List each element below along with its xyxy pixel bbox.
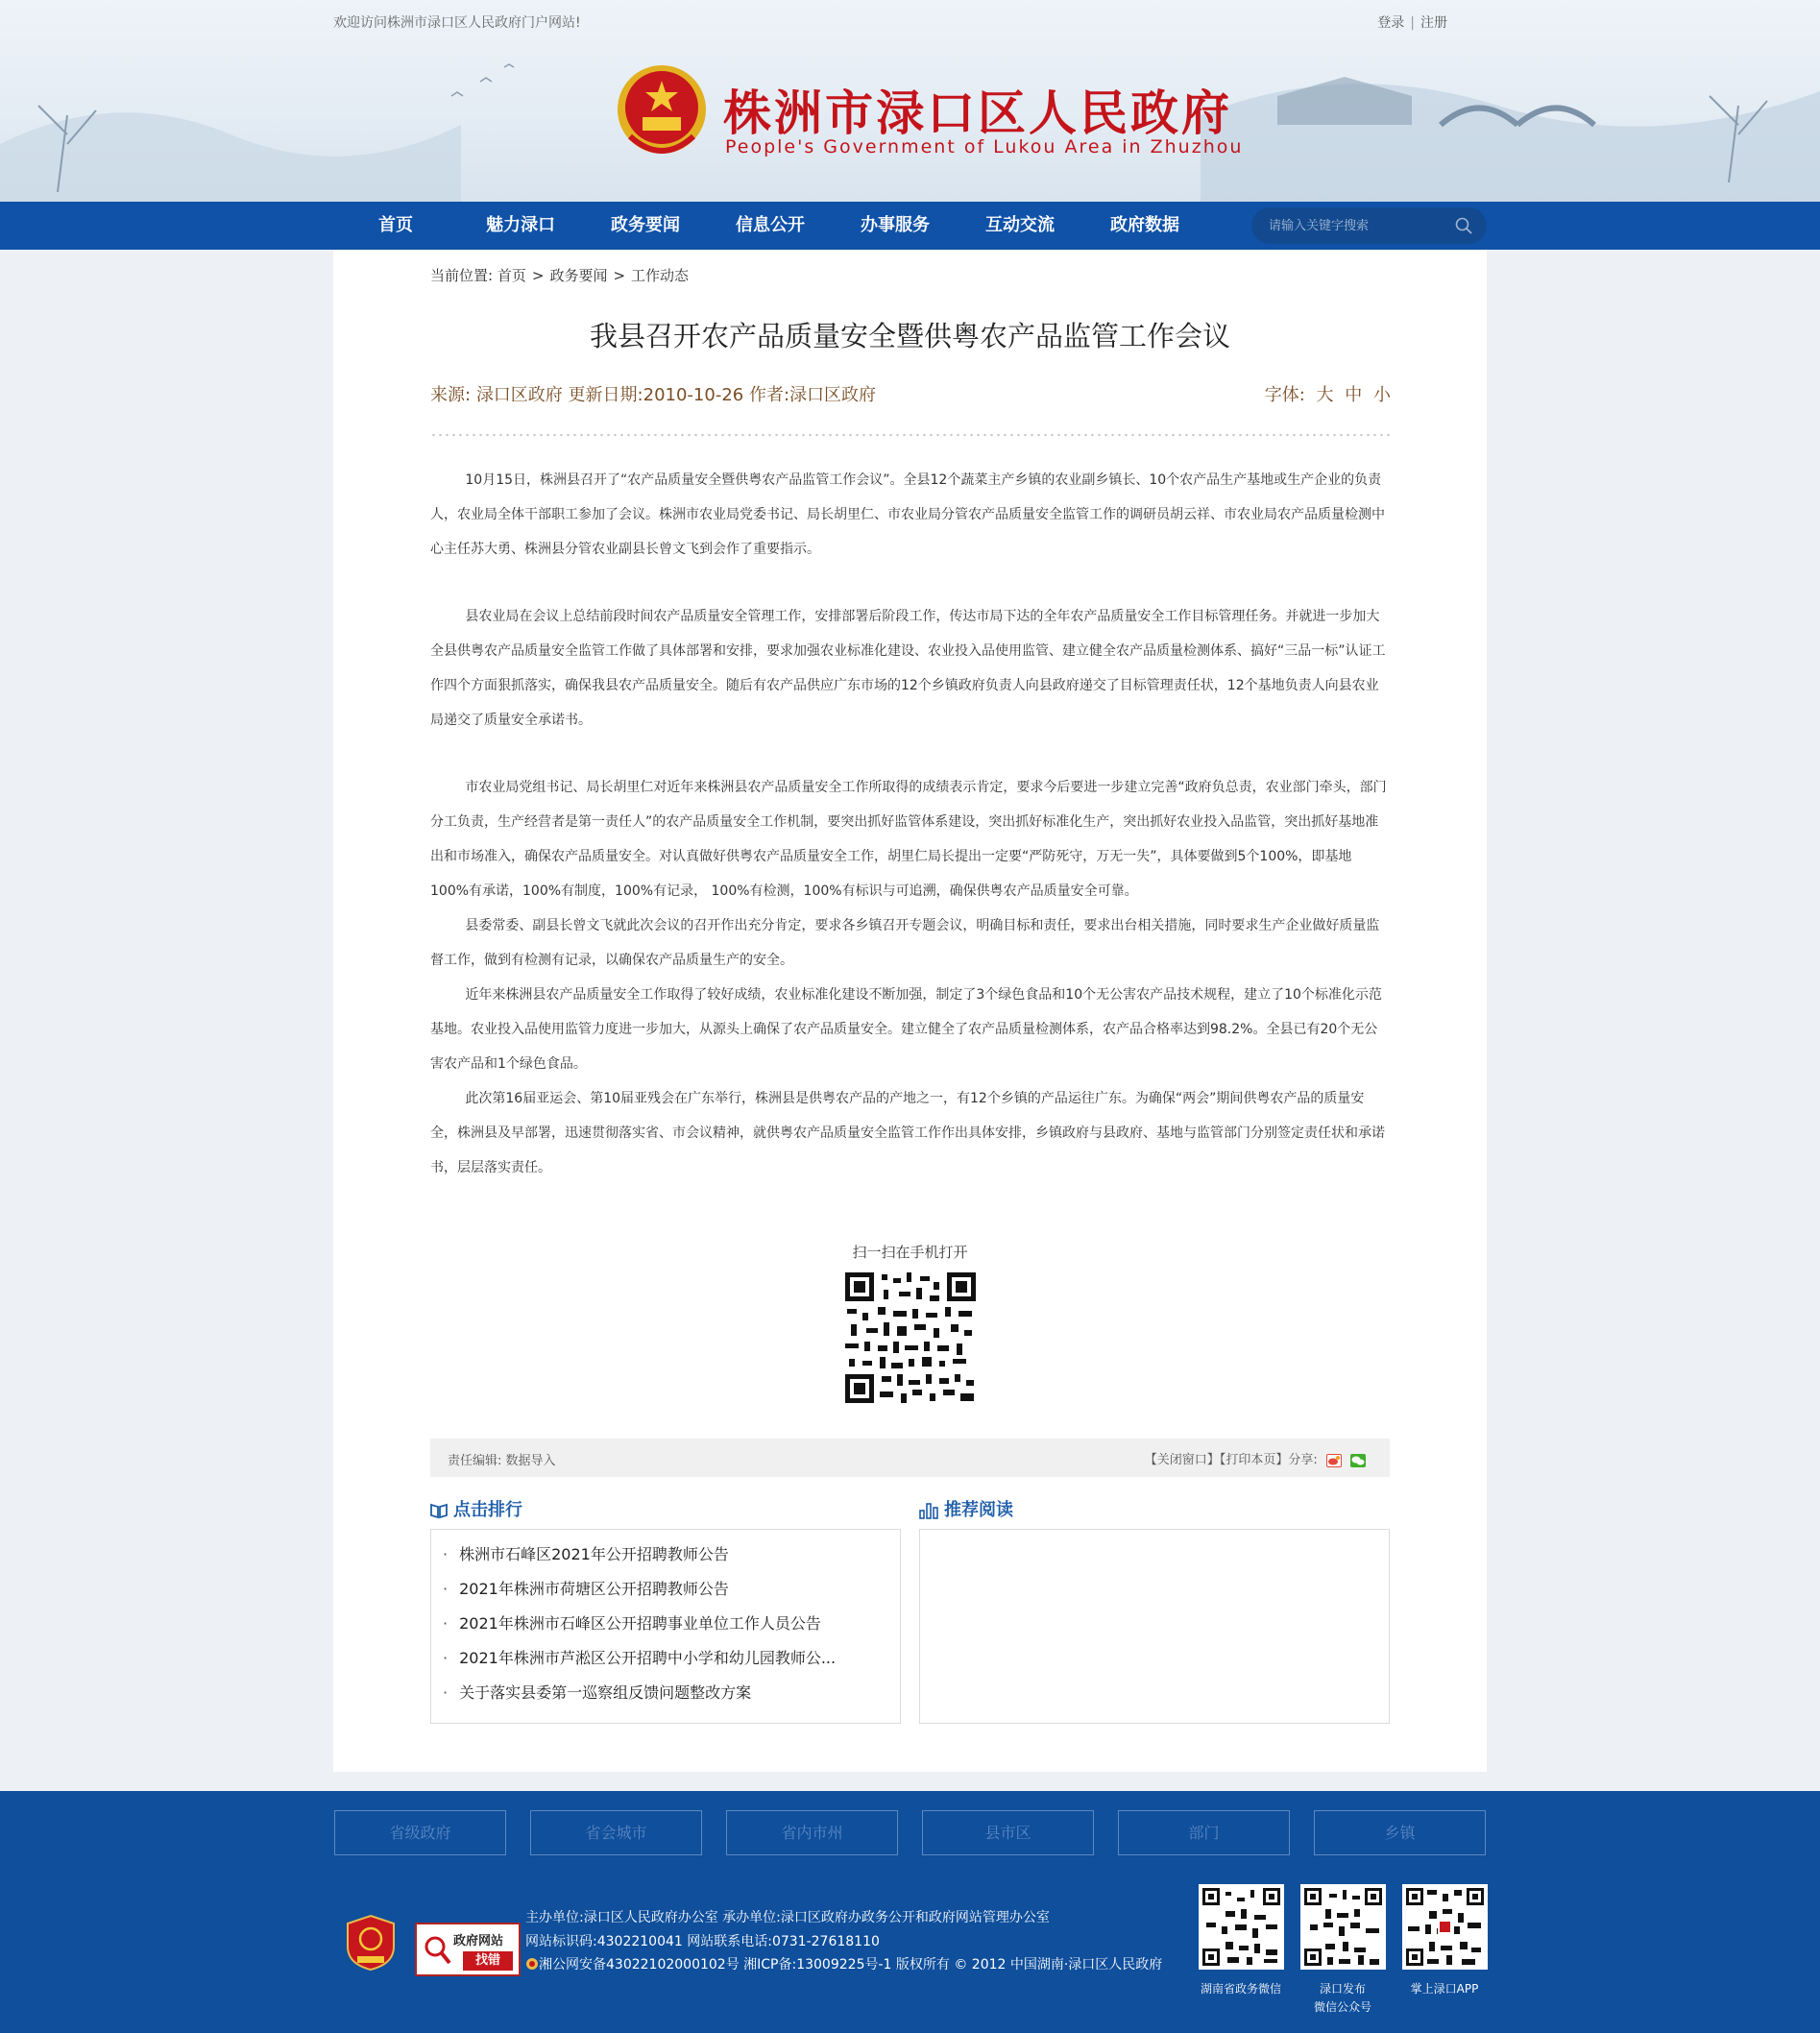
breadcrumb-work-news[interactable]: 工作动态	[631, 267, 690, 284]
rank-list-item[interactable]: · 2021年株洲市荷塘区公开招聘教师公告	[443, 1572, 900, 1607]
footer	[0, 1791, 1820, 2033]
party-gov-badge-icon[interactable]	[346, 1914, 396, 1972]
qr-lukou-app-icon	[1402, 1884, 1488, 1970]
link-provincial-gov[interactable]: 省级政府	[334, 1810, 506, 1855]
rank-list	[431, 1530, 900, 1710]
login-link[interactable]: 登录	[1377, 15, 1405, 31]
share-label: 分享:	[1288, 1453, 1318, 1467]
weibo-share-icon[interactable]	[1326, 1454, 1342, 1467]
book-icon	[430, 1502, 448, 1519]
author-label: 作者:	[748, 385, 790, 405]
source-value: 渌口区政府	[475, 385, 563, 405]
editor-info	[448, 1450, 556, 1468]
rank-list-item[interactable]: · 2021年株洲市石峰区公开招聘事业单位工作人员公告	[443, 1607, 900, 1641]
link-towns[interactable]: 乡镇	[1314, 1810, 1486, 1855]
font-size-switcher	[1265, 381, 1391, 406]
nav-charm-lukou[interactable]: 魅力渌口	[486, 215, 555, 235]
article-paragraph: 10月15日，株洲县召开了“农产品质量安全暨供粤农产品监管工作会议”。全县12个蔬菜主产乡镇的农业副乡镇长、10个农产品生产基地或生产企业的负责人，农业局全体干部职工参加了会议。株洲市农业局党委书记、局长胡里仁、市农业局分管农产品质量安全监管工作的调研员胡云祥、市农业局农产品质量检测中心主任苏大勇、株洲县分管农业副县长曾文飞到会作了重要指示。	[430, 472, 1385, 557]
nav-home[interactable]: 首页	[378, 215, 413, 235]
font-size-label: 字体:	[1264, 385, 1305, 405]
breadcrumb-arrow: >	[613, 267, 626, 284]
font-size-small[interactable]: 小	[1373, 385, 1391, 405]
print-page-button[interactable]: 【打印本页】	[1219, 1453, 1289, 1467]
article-paragraph: 近年来株洲县农产品质量安全工作取得了较好成绩，农业标准化建设不断加强，制定了3个绿色食品和10个无公害农产品技术规程，建立了10个标准化示范基地。农业投入品使用监管力度进一步加大，从源头上确保了农产品质量安全。建立健全了农产品质量检测体系，农产品合格率达到98.2%。全县已有20个无公害农产品和1个绿色食品。	[430, 987, 1382, 1072]
search-box	[1251, 207, 1487, 244]
article-paragraph: 市农业局党组书记、局长胡里仁对近年来株洲县农产品质量安全工作所取得的成绩表示肯定，要求今后要进一步建立完善“政府负总责，农业部门牵头，部门分工负责，生产经营者是第一责任人”的农产品质量安全工作机制，要突出抓好监管体系建设，突出抓好标准化生产，突出抓好农业投入品监管，突出抓好基地准出和市场准入，确保农产品质量安全。对认真做好供粤农产品质量安全工作，胡里仁局长提出一定要“严防死守，万无一失”，具体要做到5个100%，即基地100%有承诺，100%有制度，100%有记录， 100%有检测，100%有标识与可追溯，确保供粤农产品质量安全可靠。	[430, 780, 1387, 899]
breadcrumb-gov-news[interactable]: 政务要闻	[549, 267, 608, 284]
main-nav	[0, 202, 1820, 250]
site-title: 株洲市渌口区人民政府	[723, 85, 1232, 141]
search-input[interactable]	[1269, 215, 1446, 236]
icp-text: 湘公网安备43022102000102号 湘ICP备:13009225号-1 版权所有 © 2012 中国湖南·渌口区人民政府	[539, 1957, 1163, 1972]
article-paragraph: 县委常委、副县长曾文飞就此次会议的召开作出充分肯定，要求各乡镇召开专题会议，明确目标和责任，要求出台相关措施，同时要求生产企业做好质量监督工作，做到有检测有记录，以确保农产品质量生产的安全。	[430, 918, 1380, 968]
breadcrumb-prefix: 当前位置:	[430, 267, 494, 284]
report-error-button[interactable]	[415, 1923, 521, 1976]
editor-bar	[430, 1439, 1390, 1477]
rank-list-item[interactable]: · 2021年株洲市芦淞区公开招聘中小学和幼儿园教师公...	[443, 1641, 900, 1676]
editor-label: 责任编辑:	[448, 1454, 502, 1468]
qr-lukou-release-icon	[1300, 1884, 1386, 1970]
link-provincial-capitals[interactable]: 省会城市	[530, 1810, 702, 1855]
date-value: 2010-10-26	[643, 385, 744, 405]
recommend-list-box	[919, 1529, 1390, 1724]
icp-info	[525, 1954, 1162, 1973]
register-link[interactable]: 注册	[1420, 15, 1447, 31]
bar-chart-icon	[919, 1502, 938, 1519]
wechat-share-icon[interactable]	[1350, 1454, 1366, 1467]
rank-title	[430, 1496, 522, 1521]
breadcrumb	[430, 265, 689, 285]
font-size-medium[interactable]: 中	[1345, 385, 1363, 405]
nav-gov-data[interactable]: 政府数据	[1110, 215, 1179, 235]
close-window-button[interactable]: 【关闭窗口】	[1144, 1453, 1220, 1467]
breadcrumb-arrow: >	[531, 267, 545, 284]
rank-list-item[interactable]: · 株洲市石峰区2021年公开招聘教师公告	[443, 1537, 900, 1572]
recommend-title-text: 推荐阅读	[944, 1500, 1013, 1520]
qr-label-hunan-wechat	[1188, 1980, 1294, 1998]
rank-list-item[interactable]: · 关于落实县委第一巡察组反馈问题整改方案	[443, 1676, 900, 1710]
report-title: 政府网站	[453, 1934, 504, 1948]
welcome-text: 欢迎访问株洲市渌口区人民政府门户网站!	[333, 15, 581, 31]
qr-label-line: 掌上渌口APP	[1410, 1982, 1479, 1996]
content-panel	[333, 250, 1487, 1772]
nav-interaction[interactable]: 互动交流	[985, 215, 1055, 235]
link-counties[interactable]: 县市区	[922, 1810, 1094, 1855]
date-label: 更新日期:	[568, 385, 643, 405]
source-label: 来源:	[430, 385, 472, 405]
nav-services[interactable]: 办事服务	[861, 215, 930, 235]
qr-code-icon	[845, 1272, 976, 1403]
header-banner	[0, 0, 1820, 202]
article-body	[430, 463, 1390, 1185]
search-icon[interactable]	[1454, 216, 1473, 235]
rank-title-text: 点击排行	[453, 1500, 522, 1520]
article-meta	[430, 381, 876, 406]
qr-label-line: 微信公众号	[1313, 2000, 1371, 2014]
editor-value: 数据导入	[505, 1454, 556, 1468]
separator: |	[1410, 15, 1415, 31]
breadcrumb-home[interactable]: 首页	[497, 267, 526, 284]
qr-label: 扫一扫在手机打开	[852, 1244, 968, 1261]
magnifier-icon	[423, 1934, 451, 1967]
article-paragraph: 县农业局在会议上总结前段时间农产品质量安全管理工作，安排部署后阶段工作，传达市局下达的全年农产品质量安全工作目标管理任务。并就进一步加大全县供粤农产品质量安全监管工作做了具体部署和安排，要求加强农业标准化建设、农业投入品使用监管、建立健全农产品质量检测体系、搞好“三品一标”认证工作四个方面狠抓落实，确保我县农产品质量安全。随后有农产品供应广东市场的12个乡镇政府负责人向县政府递交了目标管理责任状，12个基地负责人向县农业局递交了质量安全承诺书。	[430, 609, 1386, 728]
police-badge-icon	[525, 1957, 539, 1971]
sponsor-info: 主办单位:渌口区人民政府办公室 承办单位:渌口区政府办政务公开和政府网站管理办公室	[525, 1910, 1050, 1925]
article-title: 我县召开农产品质量安全暨供粤农产品监管工作会议	[589, 320, 1230, 352]
recommend-title	[919, 1496, 1013, 1521]
nav-gov-news[interactable]: 政务要闻	[611, 215, 680, 235]
article-tools	[1145, 1449, 1366, 1467]
dotted-divider	[430, 432, 1390, 438]
top-links	[1377, 12, 1447, 32]
font-size-large[interactable]: 大	[1316, 385, 1334, 405]
site-subtitle: People's Government of Lukou Area in Zhuzhou	[725, 136, 1244, 157]
site-id-info: 网站标识码:4302210041 网站联系电话:0731-27618110	[525, 1934, 880, 1949]
link-prefecture-cities[interactable]: 省内市州	[726, 1810, 898, 1855]
link-departments[interactable]: 部门	[1118, 1810, 1290, 1855]
report-action: 找错	[463, 1951, 513, 1971]
qr-label-line: 湖南省政务微信	[1200, 1982, 1281, 1996]
qr-label-line: 渌口发布	[1319, 1982, 1366, 1996]
qr-label-lukou-release	[1290, 1980, 1395, 2017]
article-paragraph: 此次第16届亚运会、第10届亚残会在广东举行，株洲县是供粤农产品的产地之一，有12个乡镇的产品运往广东。为确保“两会”期间供粤农产品的质量安全，株洲县及早部署，迅速贯彻落实省、市会议精神，就供粤农产品质量安全监管工作作出具体安排，乡镇政府与县政府、基地与监管部门分别签定责任状和承诺书，层层落实责任。	[430, 1091, 1385, 1175]
qr-label-lukou-app	[1392, 1980, 1497, 1998]
rank-list-box	[430, 1529, 901, 1724]
author-value: 渌口区政府	[789, 385, 877, 405]
nav-info-disclosure[interactable]: 信息公开	[736, 215, 805, 235]
qr-hunan-wechat-icon	[1199, 1884, 1284, 1970]
national-emblem-icon	[611, 60, 713, 165]
